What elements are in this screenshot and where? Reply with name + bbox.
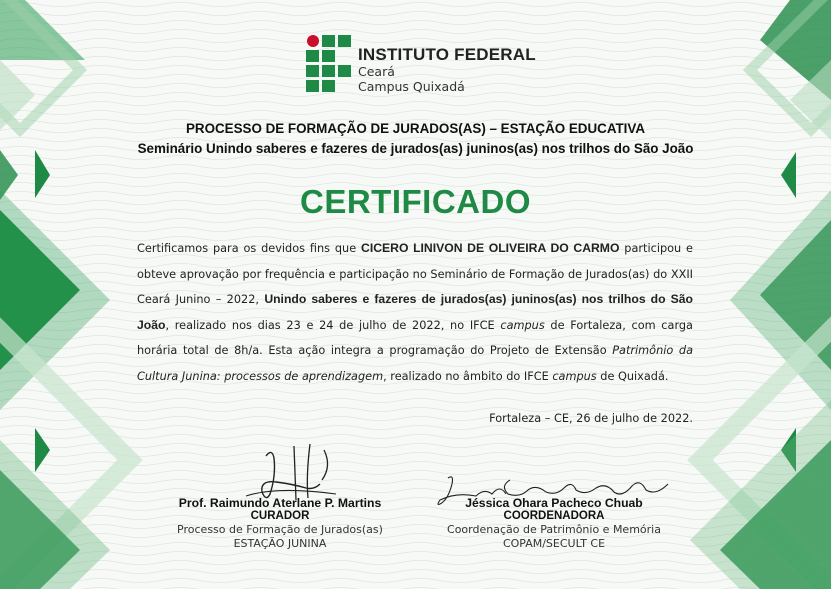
signatory-role: CURADOR <box>250 510 310 522</box>
body-text-2: participou e obteve aprovação por frequência e participação no Seminário de Formação de Jurados(as) do XXII Ceará Junino – 2022, <box>137 242 694 307</box>
seminar-name: Unindo saberes e fazeres de jurados(as) juninos(as) nos trilhos do São João <box>137 292 693 332</box>
issue-date: Fortaleza – CE, 26 de julho de 2022. <box>489 412 693 425</box>
certificate-title: CERTIFICADO <box>300 183 531 220</box>
signatory-detail-1: Coordenação de Patrimônio e Memória <box>447 523 661 536</box>
signatory-detail-2: ESTAÇÃO JUNINA <box>233 537 327 550</box>
logo-campus: Campus Quixadá <box>358 79 465 94</box>
signatory-name: Prof. Raimundo Aterlane P. Martins <box>178 496 382 510</box>
body-text-3: , realizado nos dias 23 e 24 de julho de 2022, no IFCE <box>165 318 501 332</box>
logo-title: INSTITUTO FEDERAL <box>358 45 536 64</box>
header-line-1: PROCESSO DE FORMAÇÃO DE JURADOS(AS) – ESTAÇÃO EDUCATIVA <box>185 121 646 136</box>
body-text-1: Certificamos para os devidos fins que <box>137 242 362 255</box>
signatory-detail-2: COPAM/SECULT CE <box>502 537 606 550</box>
certificate-body <box>137 236 693 390</box>
project-name: Patrimônio da Cultura Junina: processos de aprendizagem <box>137 344 693 383</box>
campus-word-1: campus <box>500 318 545 332</box>
body-text-5: , realizado no âmbito do IFCE <box>383 369 553 383</box>
recipient-name: CICERO LINIVON DE OLIVEIRA DO CARMO <box>361 241 620 255</box>
campus-word-2: campus <box>552 369 597 383</box>
signatory-role: COORDENADORA <box>503 510 605 522</box>
institution-logo <box>306 34 546 98</box>
logo-state: Ceará <box>358 64 395 79</box>
signatory-right <box>418 496 690 551</box>
header-line-2: Seminário Unindo saberes e fazeres de jurados(as) juninos(as) nos trilhos do São João <box>137 141 694 156</box>
body-text-6: de Quixadá. <box>596 369 669 383</box>
signatory-left <box>140 496 420 551</box>
signatory-detail-1: Processo de Formação de Jurados(as) <box>177 523 383 536</box>
if-logo-icon <box>306 34 352 96</box>
signatory-name: Jéssica Ohara Pacheco Chuab <box>465 496 643 510</box>
body-text-4: de Fortaleza, com carga horária total de 8h/a. Esta ação integra a programação do Projeto de Extensão <box>137 318 693 358</box>
